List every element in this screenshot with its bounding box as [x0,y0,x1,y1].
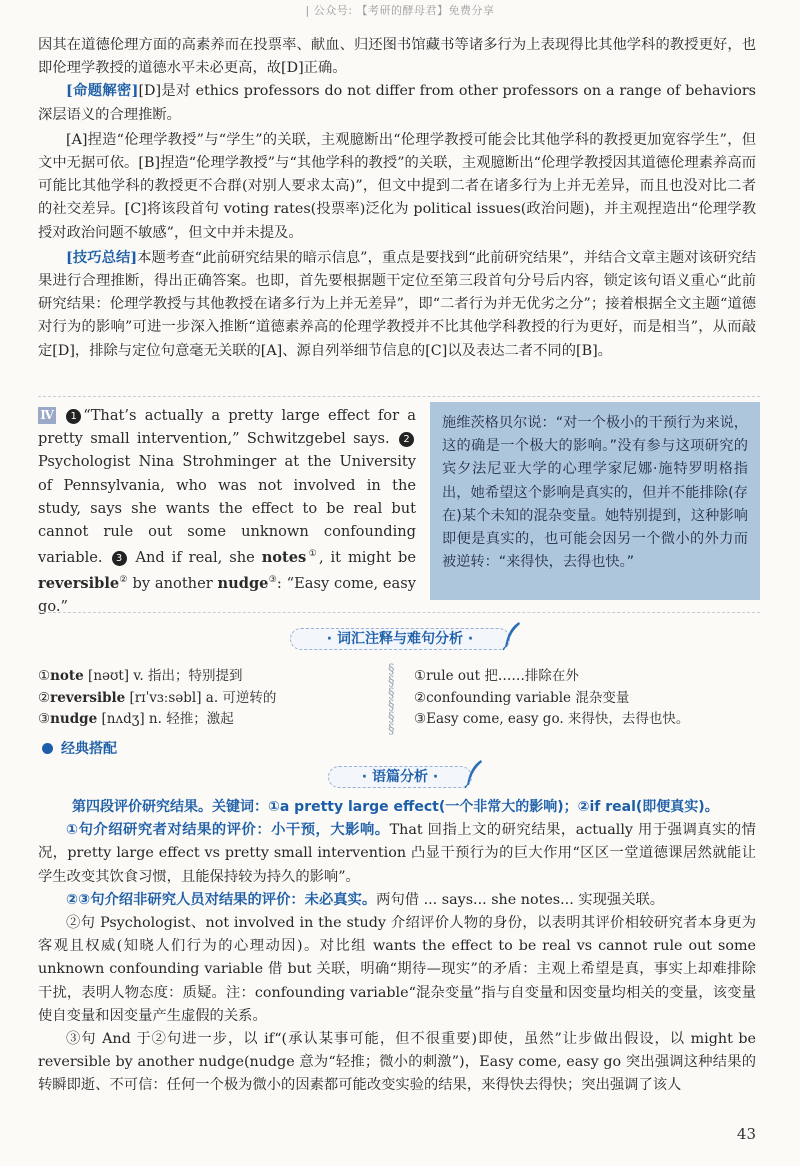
sentence-number-1: 1 [66,409,81,424]
vocab-def: [nʌdʒ] n. 轻推；激起 [97,711,234,727]
analysis-p4: ③句 And 于②句进一步，以 if“(承认某事可能，但不很重要)即使，虽然”让步做出假设，以 might be reversible by another nudge(nudge 意为“轻推；微小的刺激”)，Easy come, easy go 突出强调这种结果的转瞬即逝、不可信：任何一个极为微小的因素都可能改变实验的结果，来得快去得快；突出强调了该人 [38,1031,756,1094]
analysis-p2 [38,889,756,912]
vocab-list-right [414,666,754,731]
vocab-banner-label: · 词汇注释与难句分析 · [326,631,474,647]
explanation-section [38,34,756,363]
sentence-3c: by another [132,575,213,593]
passage-block [38,402,760,616]
vocab-list-left [38,666,378,731]
phrase-item-3: ③Easy come, easy go. 来得快，去得也快。 [414,711,690,727]
vocab-word: reversible [50,689,126,706]
divider-middle [38,612,760,613]
vocab-num: ① [38,668,51,684]
watermark: | 公众号: 【考研的酵母君】免费分享 [305,4,495,17]
phrase-item-2: ②confounding variable 混杂变量 [414,689,630,706]
vocab-item-1 [38,666,378,688]
footnote-3: ③ [268,575,277,586]
sentence-number-2: 2 [399,432,414,447]
analysis-heading: 第四段评价研究结果。关键词：①a pretty large effect(一个非常大的影响)；②if real(即便真实)。 [72,799,719,815]
analysis-p2-head: ②③句介绍非研究人员对结果的评价：未必真实。 [66,891,377,908]
vocab-num: ③ [38,711,51,727]
vocab-def: [rɪˈvɜːsəbl] a. 可逆转的 [125,689,277,706]
footnote-1: ① [306,549,319,560]
classic-collocation-heading [42,738,117,758]
phrase-item-1: ①rule out 把……排除在外 [414,668,579,684]
mingti-paragraph [38,80,756,126]
vocab-word: nudge [50,711,98,727]
keyword-notes: notes [261,549,307,567]
sentence-1: “That’s actually a pretty large effect for a pretty small intervention,” Schwitzgebel says. [38,407,416,448]
intro-paragraph: 因其在道德伦理方面的高素养而在投票率、献血、归还图书馆藏书等诸多行为上表现得比其他学科的教授更好，也即伦理学教授的道德水平未必更高，故[D]正确。 [38,37,756,77]
analysis-p1-head: ①句介绍研究者对结果的评价：小干预，大影响。 [66,822,390,839]
jiqiao-paragraph [38,247,756,363]
analysis-p1-text: That 回指上文的研究结果，actually 用于强调真实的情况，pretty large effect vs pretty small intervention 凸显干预行为的巨大作用“区区一堂道德课居然就能让学生改变其饮食习惯，且能保持较为持久的影响”。 [38,822,756,885]
translation-box: 施维茨格贝尔说：“对一个极小的干预行为来说，这的确是一个极大的影响。”没有参与这项研究的宾夕法尼亚大学的心理学家尼娜·施特罗明格指出，她希望这个影响是真实的，但并不能排除(存在)某个未知的混杂变量。她特别提到，这种影响即便是真实的，也可能会因另一个微小的外力而被逆转：“来得快，去得也快。” [430,402,760,600]
sentence-number-3: 3 [112,551,127,566]
analysis-banner [328,766,472,788]
vocab-num: ② [38,689,51,706]
analysis-p1 [38,819,756,889]
analysis-p3: ②句 Psychologist、not involved in the study 介绍评价人物的身份，以表明其评价相较研究者本身更为客观且权威(知晓人们行为的心理动因)。对比组 wants the effect to be real vs cannot rule out some unknown confounding variable 借 but 关联，明确“期待—现实”的矛盾：主观上希望是真，事实上却难排除干扰，表明人物态度：质疑。注：confounding variable“混杂变量”指与自变量和因变量均相关的变量，该变量使自变量和因变量产生虚假的关系。 [38,915,756,1024]
paragraph-badge: Ⅳ [38,407,56,424]
divider-top [38,396,760,397]
sentence-3b: , it might be [318,549,416,567]
analysis-section [38,796,756,1098]
analysis-p2-text: 两句借 ... says... she notes... 实现强关联。 [376,891,665,908]
jiqiao-tag: [技巧总结] [66,249,138,266]
sentence-3d: : “Easy come, easy go.” [38,575,416,616]
keyword-nudge: nudge [217,575,269,593]
analysis-banner-label: · 语篇分析 · [361,769,439,785]
sentence-3a: And if real, she [135,549,255,567]
quill-icon [463,759,485,789]
jiqiao-text: 本题考查“此前研究结果的暗示信息”，重点是要找到“此前研究结果”，并结合文章主题对该研究结果进行合理推断，得出正确答案。也即，首先要根据题干定位至第三段首句分号后内容，锁定该句语义重心“此前研究结果：伦理学教授与其他教授在诸多行为上并无差异”，即“二者行为并无优劣之分”；接着根据全文主题“道德对行为的影响”可进一步深入推断“道德素养高的伦理学教授并不比其他学科教授的行为更好，而是相当”，从而敲定[D]，排除与定位句意毫无关联的[A]、源自列举细节信息的[C]以及表达二者不同的[B]。 [38,249,757,359]
squiggle-divider: § § § § § § [388,662,395,737]
quill-icon [501,621,523,651]
sentence-2: Psychologist Nina Strohminger at the University of Pennsylvania, who was not involved in the study, says she wants the effect to be real but cannot rule out some unknown confounding variable. [38,453,416,567]
vocab-word: note [50,668,84,684]
keyword-reversible: reversible [38,575,120,593]
distractor-paragraph: [A]捏造“伦理学教授”与“学生”的关联，主观臆断出“伦理学教授可能会比其他学科的教授更加宽容学生”，但文中无据可依。[B]捏造“伦理学教授”与“其他学科的教授”的关联，主观臆断出“伦理学教授因其道德伦理素养高而可能比其他学科的教授更不合群(对别人要求太高)”，但文中提到二者在诸多行为上并无差异，而且也没对比二者的社交差异。[C]将该段首句 voting rates(投票率)泛化为 political issues(政治问题)，并主观捏造出“伦理学教授对政治问题不敏感”，但文中并未提及。 [38,131,756,241]
vocab-item-2 [38,688,378,710]
bullet-dot-icon [42,743,53,754]
mingti-text: [D]是对 ethics professors do not differ from other professors on a range of behaviors 深层语义的合理推断。 [38,83,756,123]
footnote-2: ② [119,575,128,586]
vocab-item-3 [38,709,378,731]
mingti-tag: [命题解密] [66,83,139,100]
vocab-banner [290,628,510,650]
page-number: 43 [736,1125,756,1143]
classic-label: 经典搭配 [61,741,117,757]
passage-english [38,404,416,619]
vocab-def: [nəʊt] v. 指出；特别提到 [83,668,243,684]
